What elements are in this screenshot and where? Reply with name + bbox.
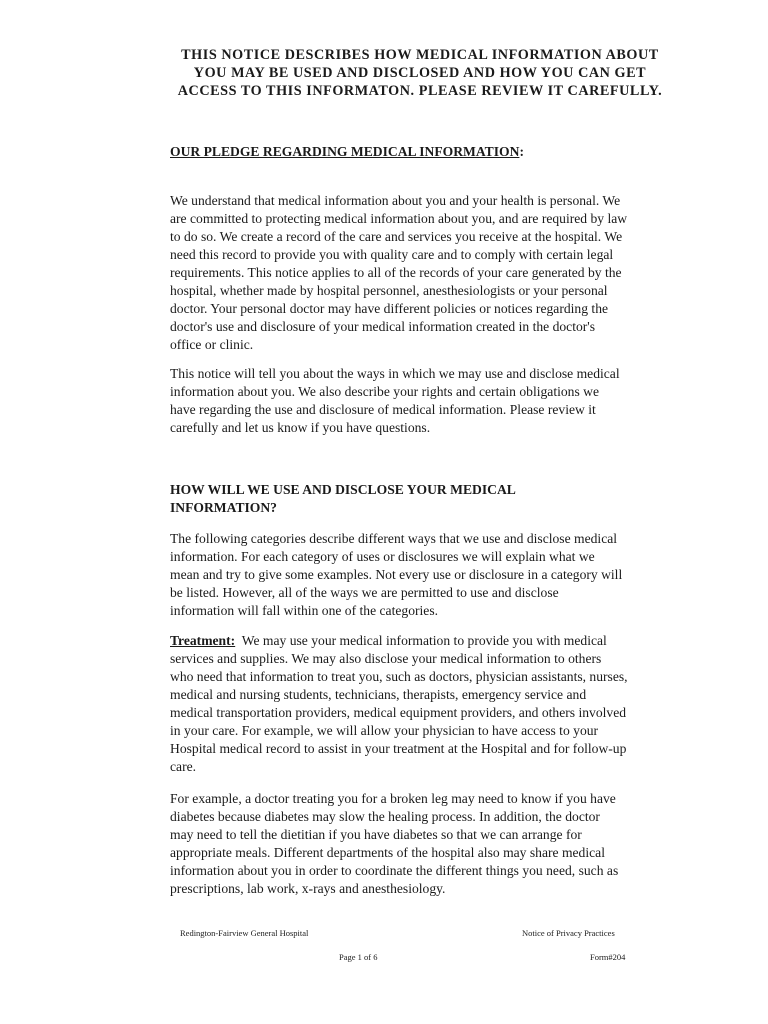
text-line: The following categories describe different ways that we use and disclose medical (170, 531, 618, 546)
text-line: in your care. For example, we will allow your physician to have access to your (170, 723, 599, 738)
text-line: medical and nursing students, technicians, therapists, emergency service and (170, 687, 587, 702)
title-line: ACCESS TO THIS INFORMATON. PLEASE REVIEW IT CAREFULLY. (177, 83, 663, 99)
footer-hospital-name: Redington-Fairview General Hospital (180, 928, 309, 938)
text-line: be listed. However, all of the ways we are permitted to use and disclose (170, 585, 559, 600)
notice-scope-paragraph (170, 365, 690, 437)
text-line: are committed to protecting medical information about you, and are required by law (170, 211, 628, 226)
text-line (170, 632, 690, 650)
treatment-first-line: We may use your medical information to provide you with medical (235, 633, 607, 648)
heading-line: INFORMATION? (170, 500, 277, 515)
text-line: information will fall within one of the categories. (170, 603, 439, 618)
text-line: doctor's use and disclosure of your medical information created in the doctor's (170, 319, 596, 334)
text-line: hospital, whether made by hospital personnel, anesthesiologists or your personal (170, 283, 608, 298)
pledge-heading-colon: : (519, 144, 524, 159)
footer-page-number: Page 1 of 6 (339, 952, 378, 962)
pledge-paragraph (170, 192, 690, 354)
heading-line: HOW WILL WE USE AND DISCLOSE YOUR MEDICAL (170, 482, 516, 497)
text-line: medical transportation providers, medical equipment providers, and others involved (170, 705, 627, 720)
text-line: office or clinic. (170, 337, 254, 352)
text-line: For example, a doctor treating you for a broken leg may need to know if you have (170, 791, 616, 806)
text-line: doctor. Your personal doctor may have different policies or notices regarding the (170, 301, 609, 316)
text-line: prescriptions, lab work, x-rays and anesthesiology. (170, 881, 446, 896)
text-line: requirements. This notice applies to all of the records of your care generated by the (170, 265, 622, 280)
text-line: services and supplies. We may also disclose your medical information to others (170, 651, 602, 666)
notice-title (160, 46, 680, 100)
text-line: care. (170, 759, 197, 774)
pledge-heading-text: OUR PLEDGE REGARDING MEDICAL INFORMATION (170, 144, 520, 159)
footer-notice-name: Notice of Privacy Practices (522, 928, 615, 938)
text-line: appropriate meals. Different departments of the hospital also may share medical (170, 845, 605, 860)
title-line: THIS NOTICE DESCRIBES HOW MEDICAL INFORMATION ABOUT (181, 47, 659, 63)
example-paragraph (170, 790, 690, 898)
text-line: have regarding the use and disclosure of medical information. Please review it (170, 402, 596, 417)
footer-form-number: Form#204 (590, 952, 626, 962)
text-line: need this record to provide you with quality care and to comply with certain legal (170, 247, 614, 262)
text-line: This notice will tell you about the ways in which we may use and disclose medical (170, 366, 620, 381)
pledge-heading (170, 143, 524, 161)
text-line: diabetes because diabetes may slow the healing process. In addition, the doctor (170, 809, 600, 824)
text-line: information about you. We also describe your rights and certain obligations we (170, 384, 600, 399)
text-line: information. For each category of uses or disclosures we will explain what we (170, 549, 595, 564)
text-line: carefully and let us know if you have questions. (170, 420, 431, 435)
text-line: to do so. We create a record of the care and services you receive at the hospital. We (170, 229, 623, 244)
uses-heading (170, 481, 516, 517)
categories-paragraph (170, 530, 690, 620)
text-line: who need that information to treat you, such as doctors, physician assistants, nurses, (170, 669, 628, 684)
text-line: We understand that medical information about you and your health is personal. We (170, 193, 621, 208)
text-line: Hospital medical record to assist in your treatment at the Hospital and for follow-up (170, 741, 627, 756)
text-line: mean and try to give some examples. Not every use or disclosure in a category will (170, 567, 623, 582)
text-line: may need to tell the dietitian if you have diabetes so that we can arrange for (170, 827, 582, 842)
title-line: YOU MAY BE USED AND DISCLOSED AND HOW YOU CAN GET (193, 65, 647, 81)
treatment-label: Treatment: (170, 633, 236, 648)
treatment-paragraph (170, 632, 690, 776)
text-line: information about you in order to coordinate the different things you need, such as (170, 863, 619, 878)
